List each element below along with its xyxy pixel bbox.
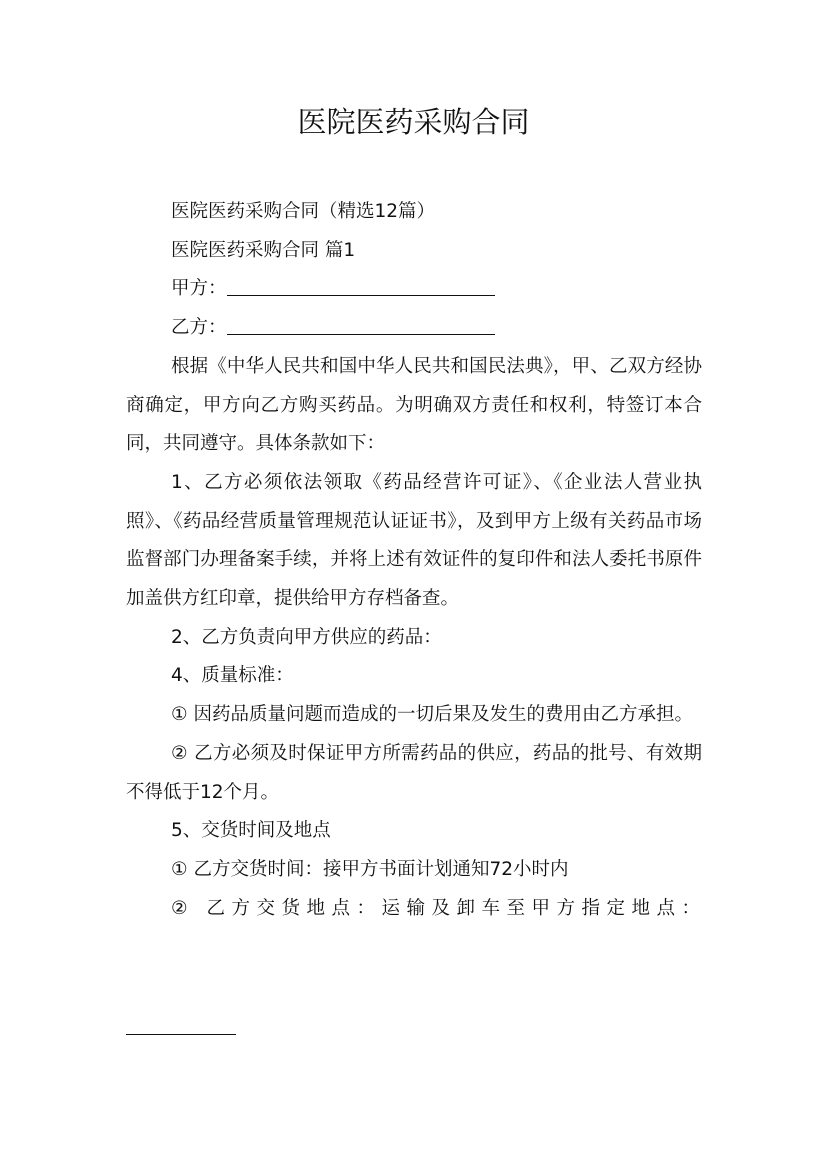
paragraph-clause-1: 1、乙方必须依法领取《药品经营许可证》、《企业法人营业执照》、《药品经营质量管理规范认证证书》，及到甲方上级有关药品市场监督部门办理备案手续，并将上述有效证件的复印件和法人委托书原件加盖供方红印章，提供给甲方存档备查。	[126, 471, 702, 610]
party-a-label: 甲方：	[171, 278, 227, 300]
party-b-line	[126, 309, 702, 348]
paragraph-clause-2: 2、乙方负责向甲方供应的药品：	[171, 626, 442, 648]
document-title: 医院医药采购合同	[297, 105, 530, 139]
paragraph-subtitle: 医院医药采购合同（精选12篇）	[171, 201, 436, 222]
document-body	[126, 193, 702, 928]
paragraph-section-heading: 医院医药采购合同 篇1	[171, 239, 356, 261]
paragraph-clause-4: 4、质量标准：	[171, 665, 294, 687]
delivery-location-blank	[126, 1034, 236, 1035]
paragraph-preamble: 根据《中华人民共和国中华人民共和国民法典》，甲、乙双方经协商确定，甲方向乙方购买药品。为明确双方责任和权利，特签订本合同，共同遵守。具体条款如下：	[126, 355, 702, 455]
party-b-label: 乙方：	[171, 317, 227, 339]
paragraph-clause-5: 5、交货时间及地点	[171, 820, 331, 842]
paragraph-clause-4-2: ② 乙方必须及时保证甲方所需药品的供应，药品的批号、有效期不得低于12个月。	[126, 742, 702, 803]
paragraph-clause-4-1: ① 因药品质量问题而造成的一切后果及发生的费用由乙方承担。	[171, 704, 693, 726]
party-b-blank	[227, 316, 495, 335]
paragraph-clause-5-1: ① 乙方交货时间：接甲方书面计划通知72小时内	[171, 858, 569, 880]
party-a-blank	[227, 278, 495, 297]
paragraph-clause-5-2: ② 乙方交货地点：运输及卸车至甲方指定地点：	[171, 897, 702, 919]
party-a-line	[126, 270, 702, 309]
